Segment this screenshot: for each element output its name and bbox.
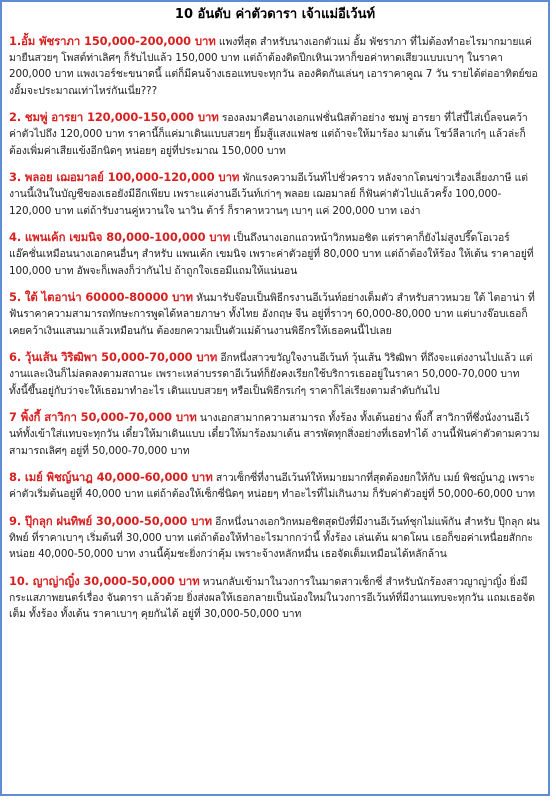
- entry-text: หวนกลับเข้ามาในวงการในมาดสาวเซ็กซี่ สำหรับนักร้องสาวญาญ่าญิ๋ง ยิ่งมีกระแสภาพยนตร์เรื่อง จันดารา แล้วด้วย ยิ่งส่งผลให้เธอกลายเป็นน้องใหม่ในวงการอีเว้นท์ที่มีงานแทบจะทุกวัน แถมเธอจัดเต็ม ทั้งร้อง ทั้งเต้น ราคาเบาๆ คุยกันได้ อยู่ที่ 30,000-50,000 บาท: [9, 576, 535, 621]
- ranking-entry-2: [9, 109, 540, 159]
- entry-heading: 10. ญาญ่าญิ๋ง 30,000-50,000 บาท: [9, 574, 200, 588]
- entry-heading: 9. ปุ๊กลุก ฝนทิพย์ 30,000-50,000 บาท: [9, 514, 212, 528]
- entry-heading: 7 พิ้งกี้ สาวิกา 50,000-70,000 บาท: [9, 410, 197, 425]
- entry-text: นางเอกสามากความสามารถ ทั้งร้อง ทั้งเต้นอย่าง พิ้งกี้ สาวิกาที่ซึ่งนั่งงานอีเว้นท์ทั้งเข้าใส่แทบจะทุกวัน เดี๋ยวให้มาเดินแบบ เดี๋ยวให้มาร้องมาเต้น สารพัดทุกสิ่งอย่างที่เธอทำได้ งานนี้ฟันค่าตัวตามความสามารถเลิศๆ อยู่ที่ 50,000-70,000 บาท: [9, 412, 540, 457]
- entry-heading: 2. ชมพู่ อารยา 120,000-150,000 บาท: [9, 110, 219, 125]
- ranking-entry-9: [9, 513, 540, 563]
- ranking-entry-4: [9, 229, 540, 279]
- entry-text: อีกหนึ่งนางเอกวิกหมอชิตสุดปังที่มีงานอีเว้นท์ชุกไม่แพ้กัน สำหรับ ปุ๊กลุก ฝนทิพย์ ที่ราคาเบาๆ เริ่มต้นที่ 30,000 บาท แต่ถ้าต้องให้ทำอะไรมากกว่านี้ ทั้งร้อง เล่นเต้น ผาดโผน เธอก็ขอค่าเหนื่อยสักกะหน่อย 40,000-50,000 บาท งานนี้คุ้มชะยิ่งกว่าคุ้ม เพราะจ้างหลักหมื่น เธอจัดเต็มเหมือนได้หลักล้าน: [9, 516, 540, 561]
- entry-heading: 5. ใต้ ไตอาน่า 60000-80000 บาท: [9, 290, 193, 305]
- ranking-entry-7: [9, 409, 540, 459]
- entry-text: พักแรงความอีเว้นท์ไปชั่วคราว หลังจากโดนข่าวเรื่องเลี่ยงภาษี แต่งานนี้เงินในบัญชีของเธอยังมีอีกเพียบ เพราะแค่งานอีเว้นท์เก่าๆ พลอย เฌอมาลย์ ก็ฟันค่าตัวไปแล้วครั้ง 100,000-120,000 บาท แต่ถ้ารับงานคู่หวานใจ นาวิน ต้าร์ ก็ราคาหวานๆ เบาๆ แค่ 200,000 บาท เอง่า: [9, 172, 528, 217]
- ranking-entry-8: [9, 469, 540, 502]
- ranking-entry-6: [9, 349, 540, 399]
- ranking-list: [2, 33, 548, 623]
- entry-heading: 6. วุ้นเส้น วิริฒิพา 50,000-70,000 บาท: [9, 350, 218, 365]
- entry-text: เป็นถึงนางเอกแถวหน้าวิกหมอชิต แต่ราคาก็ยังไม่สูงปรี๊ดโอเวอร์แอ๊คชั่นเหมือนนางเอกคนอื่นๆ สำหรับ แพนเค้ก เขมนิจ เพราะค่าตัวอยู่ที่ 80,000 บาท แต่ถ้าต้องให้ร้อง ให้เต้น ราคาอยู่ที่ 100,000 บาท อัพจะก็เพลงก็ว่ากันไป ถ้าถูกใจเธอมีแถมให้แน่นอน: [9, 232, 534, 277]
- ranking-entry-5: [9, 289, 540, 339]
- entry-text: สาวเซ็กซี่ที่งานอีเว้นท์ให้หมายมากที่สุดต้องยกให้กับ เมย์ พิชญ์นาฎ เพราะค่าตัวเริ่มต้นอยู่ที่ 40,000 บาท แต่ถ้าต้องให้เซ็กซี่นิดๆ หน่อยๆ ทำอะไรที่ไม่เกินงาม ก็รับค่าตัวอยู่ที่ 50,000-60,000 บาท: [9, 472, 536, 501]
- entry-heading: 1.อั้ม พัชราภา 150,000-200,000 บาท: [9, 34, 216, 48]
- ranking-entry-10: [9, 573, 540, 623]
- entry-text: หันมารับจ๊อบเป็นพิธีกรงานอีเว้นท์อย่างเต็มตัว สำหรับสาวหมวย ใต้ ไตอาน่า ที่ฟันราคาความสามารถทักษะการพูดได้หลายภาษา ทั้งไทย อังกฤษ จีน อยู่ที่ราวๆ 60,000-80,000 บาท แต่บางจ๊อบเธอก็เคยคว้าเงินแสนมาแล้วเหมือนกัน ต้องยกความเป็นตัวแม่ด้านงานพิธีกรให้เธอคนนี้ไปเลย: [9, 292, 535, 337]
- entry-heading: 4. แพนเค้ก เขมนิจ 80,000-100,000 บาท: [9, 230, 231, 245]
- entry-text: แพงที่สุด สำหรับนางเอกตัวแม่ อั้ม พัชราภา ที่ไม่ต้องทำอะไรมากมายแค่มายืนสวยๆ โพสต์ท่าเลิศๆ ก็รับไปแล้ว 150,000 บาท แต่ถ้าต้องติดปีกเหินเวหาก็ขอค่าหาดเสียวแบบเบาๆ ในราคา 200,000 บาท แพงเวอร์ชะขนาดนี้ แต่ก็มีคนจ้างเธอแทบจะทุกวัน ลองคิดกันเล่นๆ เอาราคาคูณ 7 วัน รายได้ต่ออาทิตย์ของอั้มจะประมาณเท่าไหร่กันเนี่ย???: [9, 36, 538, 97]
- entry-text: รองลงมาคือนางเอกแฟชั่นนิสต้าอย่าง ชมพู่ อารยา ที่ไส่บี้ไส่เบิ้ลจนคว้าค่าตัวไปถึง 120,000 บาท ราคานี้ก็แค่มาเดินแบบสวยๆ ยิ้มสู้แสงแฟลช แต่ถ้าจะให้มาร้อง มาเต้น โชว์ลีลาเก๋ๆ แล้วล่ะก็ ต้องเพิ่มค่าเสียแข้งอีกนิดๆ หน่อยๆ อยู่ที่ประมาณ 150,000 บาท: [9, 112, 528, 157]
- entry-heading: 8. เมย์ พิชญ์นาฎ 40,000-60,000 บาท: [9, 470, 213, 485]
- article-title: 10 อันดับ ค่าตัวดารา เจ้าแม่อีเว้นท์: [174, 7, 376, 22]
- ranking-entry-1: [9, 33, 540, 99]
- entry-text: อีกหนึ่งสาวขวัญใจงานอีเว้นท์ วุ้นเส้น วิริฒิพา ที่ถึงจะแต่งงานไปแล้ว แต่งานและเงินก็ไม่ลดลงตามสถานะ เพราะเหล่าบรรดาอีเว้นท์ก็ยังคงเรียกใช้บริการเธออยู่ในราคา 50,000-70,000 บาท ทั้งนี้ขึ้นอยู่กับว่าจะให้เธอมาทำอะไร เดินแบบสวยๆ หรือเป็นพิธีกรเก๋ๆ ราคาก็ไล่เรียงตามลำดับกันไป: [9, 352, 533, 397]
- entry-heading: 3. พลอย เฌอมาลย์ 100,000-120,000 บาท: [9, 170, 240, 185]
- ranking-entry-3: [9, 169, 540, 219]
